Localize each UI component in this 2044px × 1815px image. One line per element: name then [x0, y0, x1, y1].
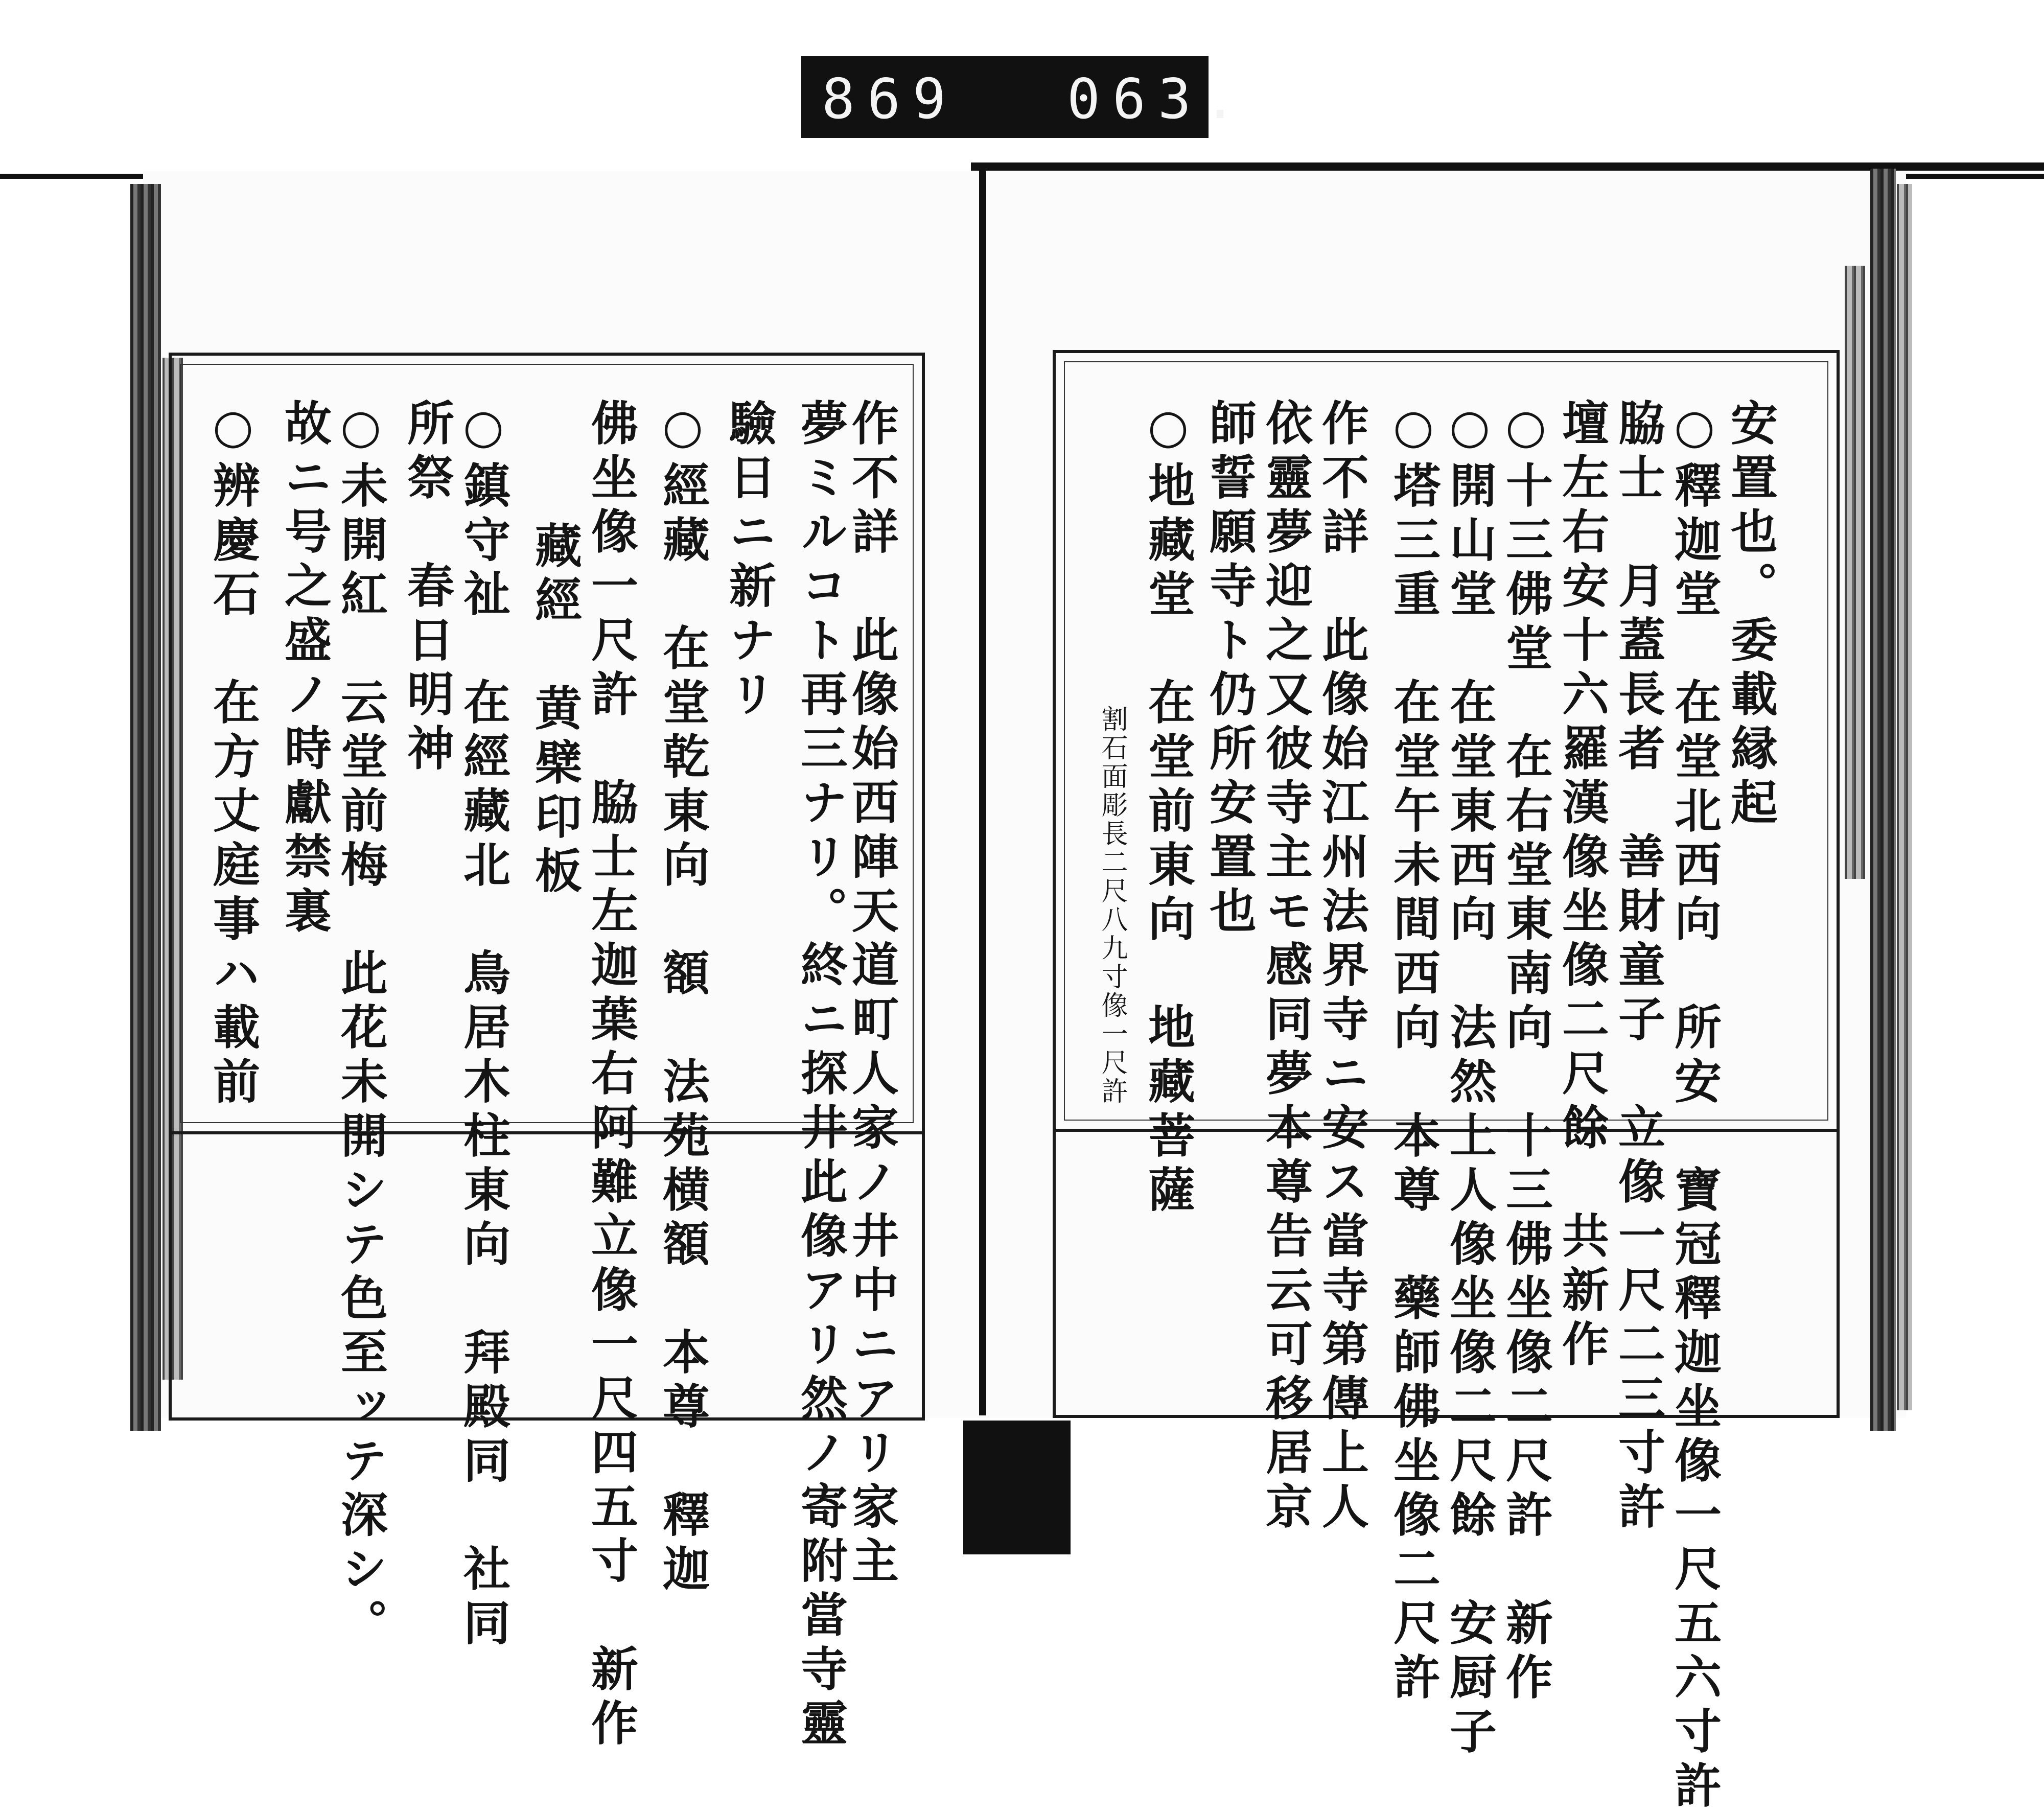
right-page-edge-inner: [1845, 266, 1865, 879]
right-col-5: ○十三佛堂 在右堂東南向 十三佛坐像二尺許 新作: [1498, 399, 1553, 1707]
left-col-1: 作不詳 此像始西陣天道町人家ノ井中ニアリ家主: [844, 399, 899, 1590]
right-col-6: ○開山堂 在堂東西向 法然上人像坐像二尺餘 安厨子: [1442, 399, 1497, 1761]
left-col-7: ○鎮守祉 在經藏北 鳥居木柱東向 拜殿同 社同: [456, 399, 511, 1653]
right-col-9: 依靈夢迎之又彼寺主モ感同夢本尊告云可移居京: [1258, 399, 1313, 1536]
left-col-4: ○經藏 在堂乾東向 額 法苑横額 本尊 釋迦: [655, 399, 710, 1598]
left-col-10: 故ニ号之盛ノ時獻禁裏: [277, 399, 332, 940]
left-page-edge: [130, 184, 161, 1431]
gutter-shadow-block: [963, 1421, 1071, 1554]
right-col-3: 脇士 月蓋長者 善財童子 立像一尺二三寸許: [1611, 399, 1666, 1536]
left-col-9: ○未開紅 云堂前梅 此花未開シテ色至ッテ深シ。: [333, 399, 388, 1653]
left-col-3: 驗日ニ新ナリ: [722, 399, 777, 724]
book-gutter-spine: [979, 169, 986, 1415]
reel-number-left: 869: [822, 67, 959, 131]
left-col-6: 藏經 黄檗印板: [527, 521, 583, 900]
reel-number-label: [801, 56, 1249, 138]
left-col-2: 夢ミルコト再三ナリ。終ニ探井此像アリ然ノ寄附當寺靈: [793, 399, 848, 1753]
right-page-edge: [1870, 169, 1896, 1431]
right-col-12: 割石面彫長二尺八九寸像一尺許: [1097, 705, 1127, 1106]
reel-number-right: 063.: [1067, 67, 1249, 131]
right-col-10: 師誓願寺ト仍所安置也: [1202, 399, 1257, 940]
right-col-4: 壇左右安十六羅漢像坐像二尺餘 共新作: [1554, 399, 1610, 1374]
right-col-8: 作不詳 此像始江州法界寺ニ安ス當寺第傳上人: [1314, 399, 1369, 1536]
left-col-8: 所祭 春日明神: [400, 399, 455, 778]
right-col-11: ○地藏堂 在堂前東向 地藏菩薩: [1141, 399, 1196, 1219]
right-page-edge-outer: [1897, 184, 1912, 1410]
right-col-1: 安置也。委載縁起: [1723, 399, 1778, 832]
left-col-11: ○辨慶石 在方丈庭事ハ載前: [205, 399, 261, 1111]
right-col-2: ○釋迦堂 在堂北西向 所安 寶冠釋迦坐像一尺五六寸許: [1667, 399, 1722, 1815]
right-col-7: ○塔三重 在堂午未間西向 本尊 藥師佛坐像二尺許: [1386, 399, 1441, 1707]
left-col-5: 佛坐像一尺許 脇士左迦葉右阿難立像一尺四五寸 新作: [584, 399, 639, 1753]
